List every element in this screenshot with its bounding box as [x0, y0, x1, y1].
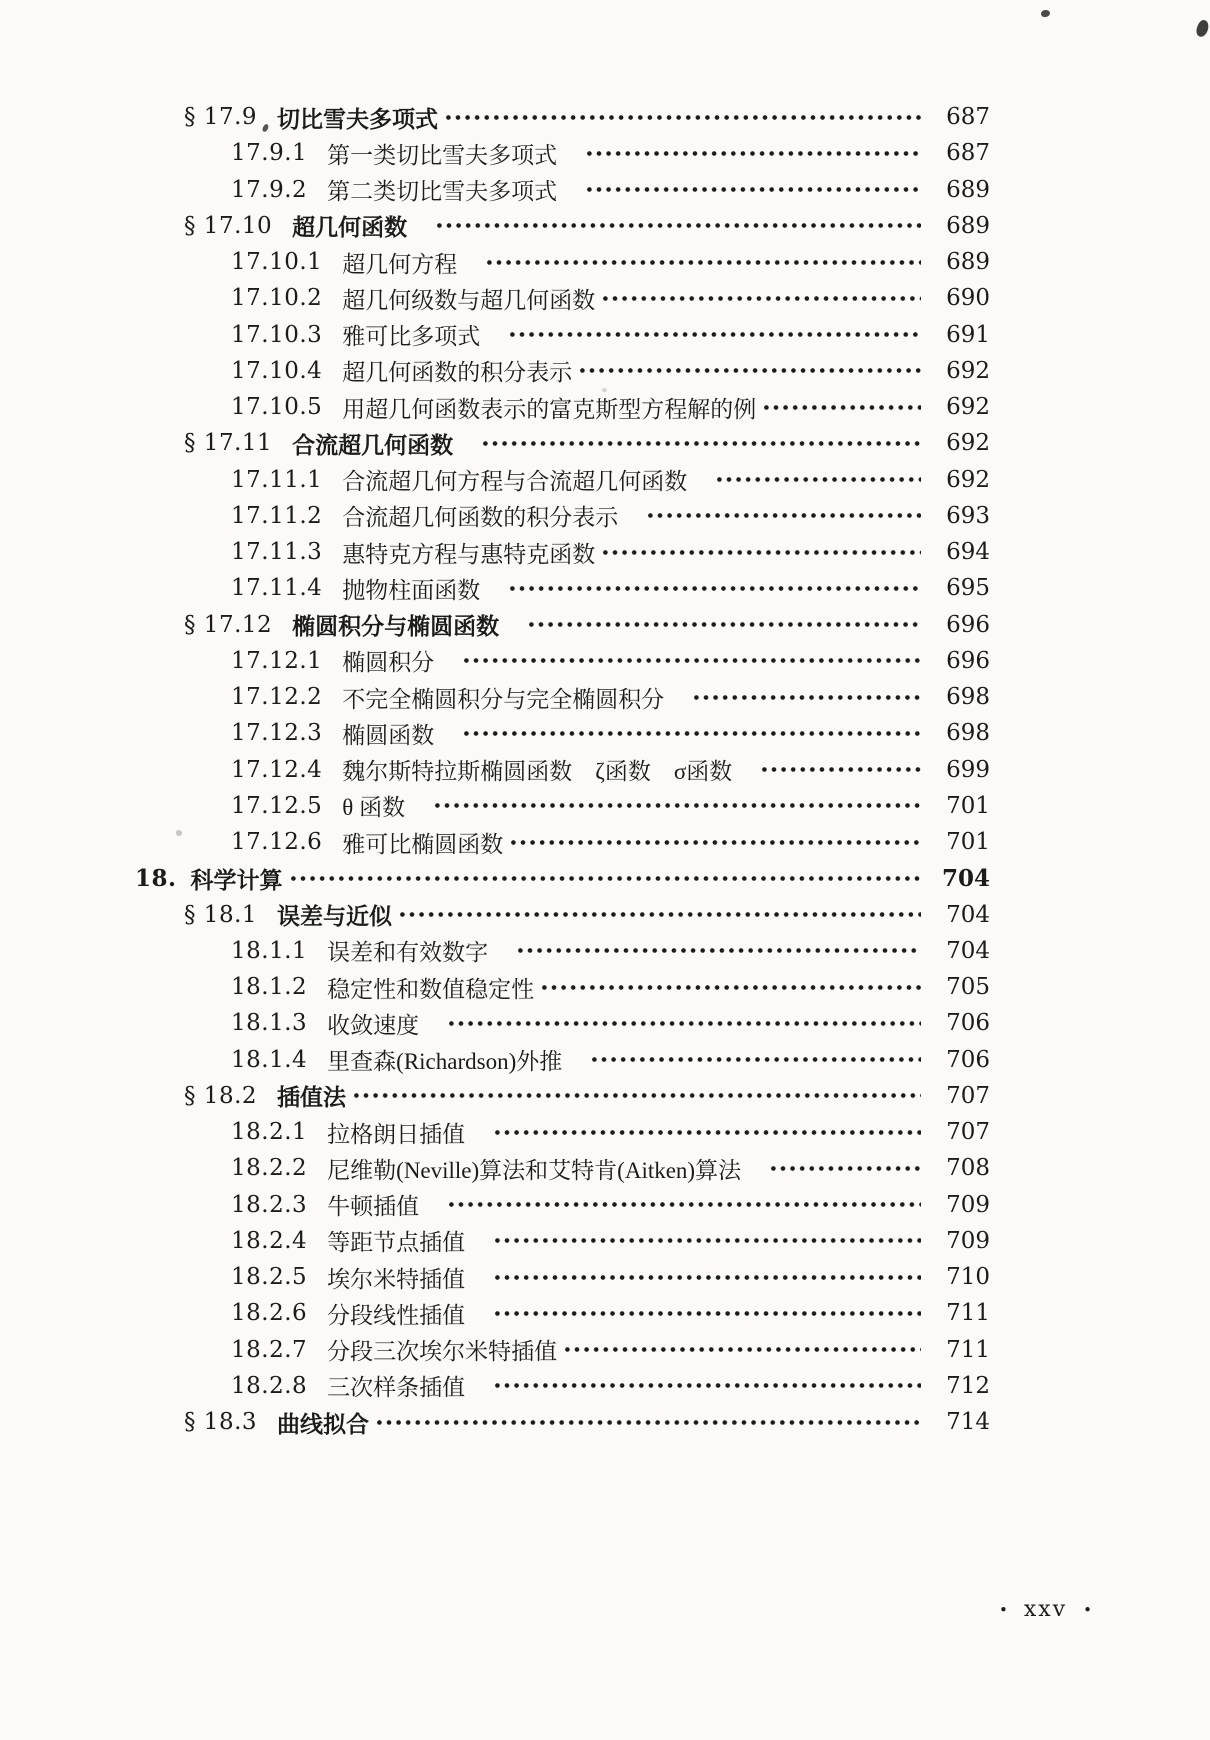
toc-entry-title: 尼维勒(Neville)算法和艾特肯(Aitken)算法 [327, 1157, 742, 1183]
toc-entry [0, 860, 1210, 896]
toc-entry-number: 17.12.3 [231, 720, 323, 747]
toc-entry-title: 等距节点插值 [327, 1230, 466, 1256]
dot-leader [400, 910, 921, 919]
toc-entry [0, 1187, 1210, 1223]
dot-leader [437, 221, 921, 230]
toc-entry-title: 超几何级数与超几何函数 [342, 287, 596, 313]
toc-entry [0, 570, 1210, 606]
dot-leader [592, 1055, 921, 1064]
toc-entry-number: 18.1.1 [231, 937, 308, 964]
toc-entry-number: § 18.3 [184, 1409, 258, 1436]
toc-entry [0, 1332, 1210, 1368]
footer-page-number: xxv [1023, 1597, 1068, 1622]
toc-entry-page: 691 [946, 321, 990, 348]
dot-leader [487, 258, 921, 267]
toc-entry-title: 雅可比椭圆函数 [342, 831, 504, 857]
toc-entry-number: 18.2.5 [231, 1264, 308, 1291]
dot-leader [771, 1164, 921, 1173]
toc-entry [0, 933, 1210, 969]
toc-entry [0, 135, 1210, 171]
dot-leader [587, 149, 921, 158]
toc-entry [0, 752, 1210, 788]
toc-entry-title: 里查森(Richardson)外推 [327, 1049, 563, 1075]
toc-entry [0, 969, 1210, 1005]
toc-entry-number: 17.10.1 [231, 249, 323, 276]
toc-entry-title: 合流超几何函数的积分表示 [342, 505, 619, 531]
toc-entry-title: 用超几何函数表示的富克斯型方程解的例 [342, 396, 757, 422]
toc-entry-number: § 17.9 [184, 104, 258, 131]
toc-entry-number: 17.9.1 [231, 140, 308, 167]
toc-entry-number: 17.10.5 [231, 394, 323, 421]
toc-entry-title: 第二类切比雪夫多项式 [327, 179, 558, 205]
toc-entry-number: 18.1.3 [231, 1010, 308, 1037]
dot-leader [495, 1309, 921, 1318]
toc-entry-page: 699 [946, 756, 990, 783]
toc-entry-title: 误差和有效数字 [327, 940, 489, 966]
dot-leader [495, 1381, 921, 1390]
dot-leader [449, 1200, 921, 1209]
toc-entry-number: 18.1.2 [231, 974, 308, 1001]
toc-entry-number: 18.2.3 [231, 1191, 308, 1218]
toc-entry [0, 498, 1210, 534]
toc-entry-number: 17.11.4 [231, 575, 323, 602]
toc-entry [0, 208, 1210, 244]
toc-entry-title: 不完全椭圆积分与完全椭圆积分 [342, 686, 665, 712]
toc-entry [0, 607, 1210, 643]
toc-entry-title: 超几何方程 [342, 251, 458, 277]
toc-entry-title: 切比雪夫多项式 [277, 106, 439, 132]
toc-entry-page: 693 [946, 502, 990, 529]
toc-entry-title: 牛顿插值 [327, 1194, 420, 1220]
toc-entry-page: 709 [946, 1227, 990, 1254]
toc-entry-number: § 18.2 [184, 1082, 258, 1109]
toc-entry-page: 687 [946, 140, 990, 167]
toc-entry [0, 824, 1210, 860]
toc-entry-page: 706 [946, 1010, 990, 1037]
toc-entry-number: 17.10.3 [231, 321, 323, 348]
toc-entry-number: 17.12.4 [231, 756, 323, 783]
dot-leader [495, 1273, 921, 1282]
toc-entry-page: 696 [946, 611, 990, 638]
toc-entry-number: 17.11.1 [231, 466, 323, 493]
dot-leader [495, 1128, 921, 1137]
scan-speck [602, 388, 607, 392]
dot-leader [529, 620, 921, 629]
toc-entry-title: 魏尔斯特拉斯椭圆函数 ζ函数 σ函数 [342, 759, 733, 785]
dot-leader [377, 1418, 921, 1427]
dot-leader [648, 511, 921, 520]
dot-leader [518, 946, 921, 955]
dot-leader [510, 330, 921, 339]
toc-entry-page: 689 [946, 176, 990, 203]
toc-entry [0, 389, 1210, 425]
toc-entry-number: 17.11.2 [231, 502, 323, 529]
toc-entry-page: 694 [946, 539, 990, 566]
dot-leader [446, 113, 921, 122]
toc-entry-number: 18.2.6 [231, 1300, 308, 1327]
toc-entry-page: 710 [946, 1264, 990, 1291]
dot-leader [511, 838, 921, 847]
toc-entry-page: 692 [946, 430, 990, 457]
dot-leader [764, 403, 921, 412]
dot-leader [449, 1019, 921, 1028]
dot-leader [762, 765, 921, 774]
toc-entry-number: § 18.1 [184, 901, 258, 928]
toc-entry-page: 689 [946, 212, 990, 239]
toc-entry-page: 698 [946, 684, 990, 711]
scan-speck [176, 830, 182, 836]
toc-entry-title: 超几何函数的积分表示 [342, 360, 573, 386]
toc-entry-title: 稳定性和数值稳定性 [327, 976, 535, 1002]
toc-entry-page: 695 [946, 575, 990, 602]
toc-entry-number: 17.12.1 [231, 647, 323, 674]
toc-entry-number: 17.9.2 [231, 176, 308, 203]
toc-entry-page: 709 [946, 1191, 990, 1218]
toc-entry-number: 18.2.7 [231, 1336, 308, 1363]
toc-entry-number: 17.11.3 [231, 539, 323, 566]
toc-entry [0, 353, 1210, 389]
dot-leader [580, 366, 921, 375]
toc-entry-page: 689 [946, 249, 990, 276]
toc-entry [0, 788, 1210, 824]
toc-entry-title: 误差与近似 [277, 904, 393, 930]
dot-leader [483, 439, 921, 448]
toc-entry-page: 696 [946, 647, 990, 674]
toc-entry-title: 收敛速度 [327, 1012, 420, 1038]
toc-entry [0, 534, 1210, 570]
page-footer [999, 1597, 1092, 1622]
toc-entry-title: 雅可比多项式 [342, 324, 481, 350]
toc-entry-number: 17.12.6 [231, 829, 323, 856]
toc-entry-page: 711 [946, 1336, 990, 1363]
toc-entry-title: 分段线性插值 [327, 1302, 466, 1328]
toc-entry-title: 椭圆函数 [342, 722, 435, 748]
dot-leader [603, 548, 921, 557]
toc-entry-number: 18.2.2 [231, 1155, 308, 1182]
toc-entry-page: 712 [946, 1372, 990, 1399]
toc-entry [0, 1005, 1210, 1041]
toc-entry-title: 合流超几何方程与合流超几何函数 [342, 469, 688, 495]
toc-entry-page: 692 [946, 466, 990, 493]
toc-entry-page: 692 [946, 394, 990, 421]
dot-leader [603, 294, 921, 303]
dot-leader [510, 584, 921, 593]
toc-entry-title: 第一类切比雪夫多项式 [327, 142, 558, 168]
toc-entry-page: 698 [946, 720, 990, 747]
toc-entry-number: § 17.11 [184, 430, 273, 457]
toc-entry [0, 1223, 1210, 1259]
dot-leader [354, 1091, 921, 1100]
dot-leader [435, 801, 921, 810]
toc-entry-page: 711 [946, 1300, 990, 1327]
dot-leader [495, 1236, 921, 1245]
toc-entry [0, 172, 1210, 208]
toc-entry-title: 超几何函数 [292, 215, 408, 241]
toc-entry [0, 1150, 1210, 1186]
scan-speck [1194, 19, 1210, 39]
toc-entry [0, 244, 1210, 280]
dot-leader [464, 656, 921, 665]
toc-entry-number: 17.12.2 [231, 684, 323, 711]
toc-entry [0, 1114, 1210, 1150]
toc-entry-page: 707 [946, 1082, 990, 1109]
toc-entry-page: 690 [946, 285, 990, 312]
toc-entry [0, 643, 1210, 679]
toc-entry [0, 1078, 1210, 1114]
toc-entry [0, 1259, 1210, 1295]
toc-entry-title: 椭圆积分与椭圆函数 [292, 614, 500, 640]
toc-entry-title: 埃尔米特插值 [327, 1266, 466, 1292]
toc-entry [0, 1368, 1210, 1404]
dot-leader [694, 693, 921, 702]
dot-leader [464, 729, 921, 738]
toc-entry-number: 18.1.4 [231, 1046, 308, 1073]
toc-entry [0, 317, 1210, 353]
toc-entry-page: 704 [941, 864, 990, 892]
toc-entry-page: 687 [946, 104, 990, 131]
toc-entry-title: 曲线拟合 [277, 1411, 370, 1437]
toc-entry-number: 18. [135, 864, 177, 892]
toc-entry [0, 99, 1210, 135]
dot-leader [717, 475, 921, 484]
footer-bullet-left: • [999, 1600, 1008, 1619]
toc-entry-title: 椭圆积分 [342, 650, 435, 676]
toc-entry-title: 合流超几何函数 [292, 432, 454, 458]
toc-entry-page: 714 [946, 1409, 990, 1436]
toc-entry-page: 708 [946, 1155, 990, 1182]
scan-speck [1040, 9, 1051, 18]
toc-entry-page: 701 [946, 792, 990, 819]
toc-entry-page: 704 [946, 901, 990, 928]
toc-entry-page: 692 [946, 357, 990, 384]
toc-entry-title: 惠特克方程与惠特克函数 [342, 541, 596, 567]
toc-entry-page: 704 [946, 937, 990, 964]
toc-entry-title: 科学计算 [190, 867, 283, 893]
toc-entry-number: 18.2.8 [231, 1372, 308, 1399]
toc-entry [0, 679, 1210, 715]
toc-entry-title: 分段三次埃尔米特插值 [327, 1339, 558, 1365]
toc-entry [0, 462, 1210, 498]
toc-entry-title: θ 函数 [342, 795, 406, 821]
toc-entry [0, 1295, 1210, 1331]
toc-entry-number: 18.2.1 [231, 1119, 308, 1146]
toc-entry-title: 插值法 [277, 1085, 347, 1111]
toc-entry-title: 抛物柱面函数 [342, 577, 481, 603]
dot-leader [587, 185, 921, 194]
dot-leader [542, 983, 921, 992]
toc-entry-page: 701 [946, 829, 990, 856]
toc-entry-number: 17.10.4 [231, 357, 323, 384]
toc-entry [0, 425, 1210, 461]
dot-leader [291, 874, 921, 883]
toc-entry-page: 707 [946, 1119, 990, 1146]
toc-entry-page: 706 [946, 1046, 990, 1073]
toc-entry-number: § 17.10 [184, 212, 273, 239]
toc-entry-number: 17.10.2 [231, 285, 323, 312]
toc-entry [0, 280, 1210, 316]
toc-entry [0, 715, 1210, 751]
dot-leader [565, 1345, 921, 1354]
toc-entry-title: 三次样条插值 [327, 1375, 466, 1401]
toc-entry [0, 1042, 1210, 1078]
toc-entry-number: § 17.12 [184, 611, 273, 638]
toc-entry [0, 897, 1210, 933]
toc-entry-page: 705 [946, 974, 990, 1001]
toc-entry-number: 18.2.4 [231, 1227, 308, 1254]
toc-entry-number: 17.12.5 [231, 792, 323, 819]
toc-list [0, 99, 1210, 1440]
footer-bullet-right: • [1083, 1600, 1092, 1619]
toc-entry-title: 拉格朗日插值 [327, 1121, 466, 1147]
toc-entry [0, 1404, 1210, 1440]
